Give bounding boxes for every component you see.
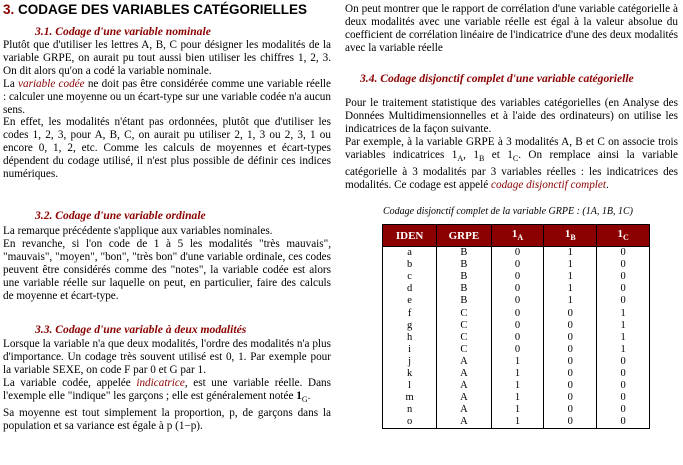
table-cell: 1 (491, 356, 544, 368)
table-cell: C (437, 332, 491, 344)
paragraph (345, 136, 678, 192)
paragraph: En revanche, si l'on code de 1 à 5 les modalités "très mauvais", "mauvais", "moyen", "bon", "très bon" d'une variable ordinale, ces codes peuvent être considérés comme des "notes", la variable codée est alors une variable réelle sur laquelle on peut, en particulier, faire des calculs de moyenne et écart-type. (3, 237, 331, 302)
table-header-row (383, 225, 650, 247)
table-cell: 1 (491, 392, 544, 404)
term: variable codée (18, 77, 85, 90)
table-cell: 0 (544, 380, 597, 392)
table-cell: o (383, 416, 437, 429)
table-cell: m (383, 392, 437, 404)
table-cell: 0 (491, 344, 544, 356)
text: . (307, 389, 311, 402)
text: , est une variable réelle. Dans l'exemple elle "indique" les garçons ; elle est généralement notée (3, 376, 331, 402)
table-cell: B (437, 295, 491, 307)
table-row (383, 392, 650, 404)
table-cell: B (437, 271, 491, 283)
table-row (383, 380, 650, 392)
table-cell: 0 (491, 247, 544, 260)
table-cell: g (383, 320, 437, 332)
term: codage disjonctif complet (491, 178, 606, 191)
disjunctive-coding-table (382, 224, 650, 429)
subsection-title-3-4: 3.4. Codage disjonctif complet d'une variable catégorielle (360, 72, 634, 85)
table-cell: A (437, 416, 491, 429)
paragraph: Lorsque la variable n'a que deux modalités, l'ordre des modalités n'a plus d'importance. Un codage très souvent utilisé est 0, 1. Par exemple pour la variable SEXE, on code F par 0 et G par 1. (3, 338, 331, 376)
paragraph: La remarque précédente s'applique aux variables nominales. (3, 225, 273, 237)
table-cell: i (383, 344, 437, 356)
table-cell: 0 (597, 283, 650, 295)
table-cell: 0 (491, 332, 544, 344)
header-iden: IDEN (383, 225, 437, 247)
table-cell: A (437, 404, 491, 416)
table-cell: 1 (491, 416, 544, 429)
text: . (605, 178, 609, 191)
table-cell: 0 (597, 295, 650, 307)
table-cell: A (437, 356, 491, 368)
paragraph (3, 377, 331, 407)
subscript: C (512, 153, 519, 163)
table-cell: h (383, 332, 437, 344)
table-cell: 0 (597, 271, 650, 283)
table-cell: e (383, 295, 437, 307)
table-cell: 1 (544, 295, 597, 307)
table-cell: b (383, 259, 437, 271)
text: et 1 (484, 148, 513, 161)
table-cell: 0 (491, 307, 544, 319)
paragraph: Sa moyenne est tout simplement la proportion, p, de garçons dans la population et sa variance est égale à p (1−p). (3, 406, 331, 432)
table-row (383, 344, 650, 356)
table-cell: C (437, 344, 491, 356)
table-row (383, 271, 650, 283)
subsection-title-3-2: 3.2. Codage d'une variable ordinale (35, 209, 206, 222)
table-cell: 0 (544, 392, 597, 404)
table-cell: 0 (544, 356, 597, 368)
table-cell: l (383, 380, 437, 392)
table-cell: 0 (597, 380, 650, 392)
table-cell: B (437, 259, 491, 271)
table-row (383, 295, 650, 307)
table-cell: 0 (491, 295, 544, 307)
text: . On remplace ainsi la variable catégorielle à 3 modalités par 3 variables réelles : les indicatrices des modalités. Ce codage est appelé (345, 148, 678, 191)
table-cell: 0 (544, 416, 597, 429)
paragraph: Plutôt que d'utiliser les lettres A, B, C pour désigner les modalités de la variable GRPE, on aurait pu tout aussi bien utiliser les chiffres 1, 2, 3. On dit alors qu'on a codé la variable nominale. (3, 39, 331, 77)
table-cell: 1 (491, 404, 544, 416)
table-cell: k (383, 368, 437, 380)
text: La variable codée, appelée (3, 376, 137, 389)
table-cell: 1 (491, 380, 544, 392)
table-row (383, 368, 650, 380)
term: indicatrice (136, 376, 185, 389)
table-cell: C (437, 320, 491, 332)
table-cell: 1 (544, 247, 597, 260)
table-cell: 0 (544, 344, 597, 356)
table-cell: 0 (544, 332, 597, 344)
paragraph (3, 78, 331, 117)
table-cell: 0 (491, 271, 544, 283)
table-cell: a (383, 247, 437, 260)
header-grpe: GRPE (437, 225, 491, 247)
indicator-symbol: 1 (296, 389, 302, 402)
table-cell: f (383, 307, 437, 319)
table-cell: 1 (544, 259, 597, 271)
table-row (383, 356, 650, 368)
table-cell: C (437, 307, 491, 319)
table-cell: 0 (491, 283, 544, 295)
table-cell: n (383, 404, 437, 416)
table-cell: 0 (544, 368, 597, 380)
table-cell: 0 (597, 259, 650, 271)
table-row (383, 332, 650, 344)
table-cell: 1 (597, 307, 650, 319)
table-row (383, 416, 650, 429)
subsection-title-3-1: 3.1. Codage d'une variable nominale (35, 25, 211, 38)
text: La (3, 77, 19, 90)
subscript: A (457, 153, 464, 163)
table-cell: 1 (597, 332, 650, 344)
section-number: 3. (3, 2, 15, 17)
table-cell: B (437, 247, 491, 260)
subsection-title-3-3: 3.3. Codage d'une variable à deux modalités (35, 323, 247, 336)
table-cell: 1 (544, 271, 597, 283)
table-cell: 0 (544, 404, 597, 416)
section-3-2-body (3, 225, 331, 302)
table-body (383, 247, 650, 429)
table-row (383, 307, 650, 319)
header-1a: $1_A$ (491, 225, 544, 247)
table-cell: 0 (597, 404, 650, 416)
table-cell: 0 (597, 356, 650, 368)
table-row (383, 404, 650, 416)
table-cell: A (437, 380, 491, 392)
paragraph: Pour le traitement statistique des variables catégorielles (en Analyse des Données Multidimensionnelles et à l'aide des ordinateurs) on utilise les indicatrices de la façon suivante. (345, 97, 678, 135)
table-cell: 0 (491, 320, 544, 332)
table-cell: 0 (597, 416, 650, 429)
text: ne doit pas être considérée comme une variable réelle : calculer une moyenne ou un écart-type sur une variable codée n'a aucun sens. (3, 77, 331, 116)
header-1c: $1_C$ (597, 225, 650, 247)
table-cell: 0 (544, 307, 597, 319)
table-row (383, 259, 650, 271)
table-row (383, 320, 650, 332)
table-cell: A (437, 392, 491, 404)
indicator-subscript: G (301, 394, 308, 404)
section-3-3-body (3, 338, 331, 433)
table-cell: 0 (597, 368, 650, 380)
table-cell: 1 (544, 283, 597, 295)
section-title-text: CODAGE DES VARIABLES CATÉGORIELLES (18, 2, 308, 17)
section-title (3, 2, 307, 17)
table-caption: Codage disjonctif complet de la variable GRPE : (1A, 1B, 1C) (383, 206, 633, 217)
table-cell: A (437, 368, 491, 380)
table-cell: 1 (491, 368, 544, 380)
table-cell: d (383, 283, 437, 295)
table-row (383, 283, 650, 295)
section-3-4-body (345, 97, 678, 192)
header-1b: $1_B$ (544, 225, 597, 247)
table-cell: 0 (491, 259, 544, 271)
table-cell: 0 (597, 392, 650, 404)
table-cell: 0 (544, 320, 597, 332)
table-cell: 0 (597, 247, 650, 260)
right-intro-paragraph: On peut montrer que le rapport de corrélation d'une variable catégorielle à deux modalités avec une variable réelle est égal à la valeur absolue du coefficient de corrélation linéaire de l'indicatrice d'une des deux modalités avec la variable réelle (345, 3, 678, 54)
section-3-1-body (3, 39, 331, 181)
table-cell: 1 (597, 344, 650, 356)
text: Par exemple, à la variable GRPE à 3 modalités A, B et C on associe trois variables indicatrices 1 (345, 135, 678, 161)
table-cell: j (383, 356, 437, 368)
paragraph: En effet, les modalités n'étant pas ordonnées, plutôt que d'utiliser les codes 1, 2, 3, pour A, B, C, on aurait pu utiliser 2, 1, 3 ou 2, 3, 1 ou encore 0, 1, 2, etc. Comme les calculs de moyennes et écart-types dépendent du codage utilisé, il n'est plus possible de définir ces indices numériques. (3, 116, 331, 181)
table-cell: 1 (597, 320, 650, 332)
table-cell: c (383, 271, 437, 283)
subscript: B (478, 153, 485, 163)
text: , 1 (463, 148, 479, 161)
table-row (383, 247, 650, 260)
table-cell: B (437, 283, 491, 295)
